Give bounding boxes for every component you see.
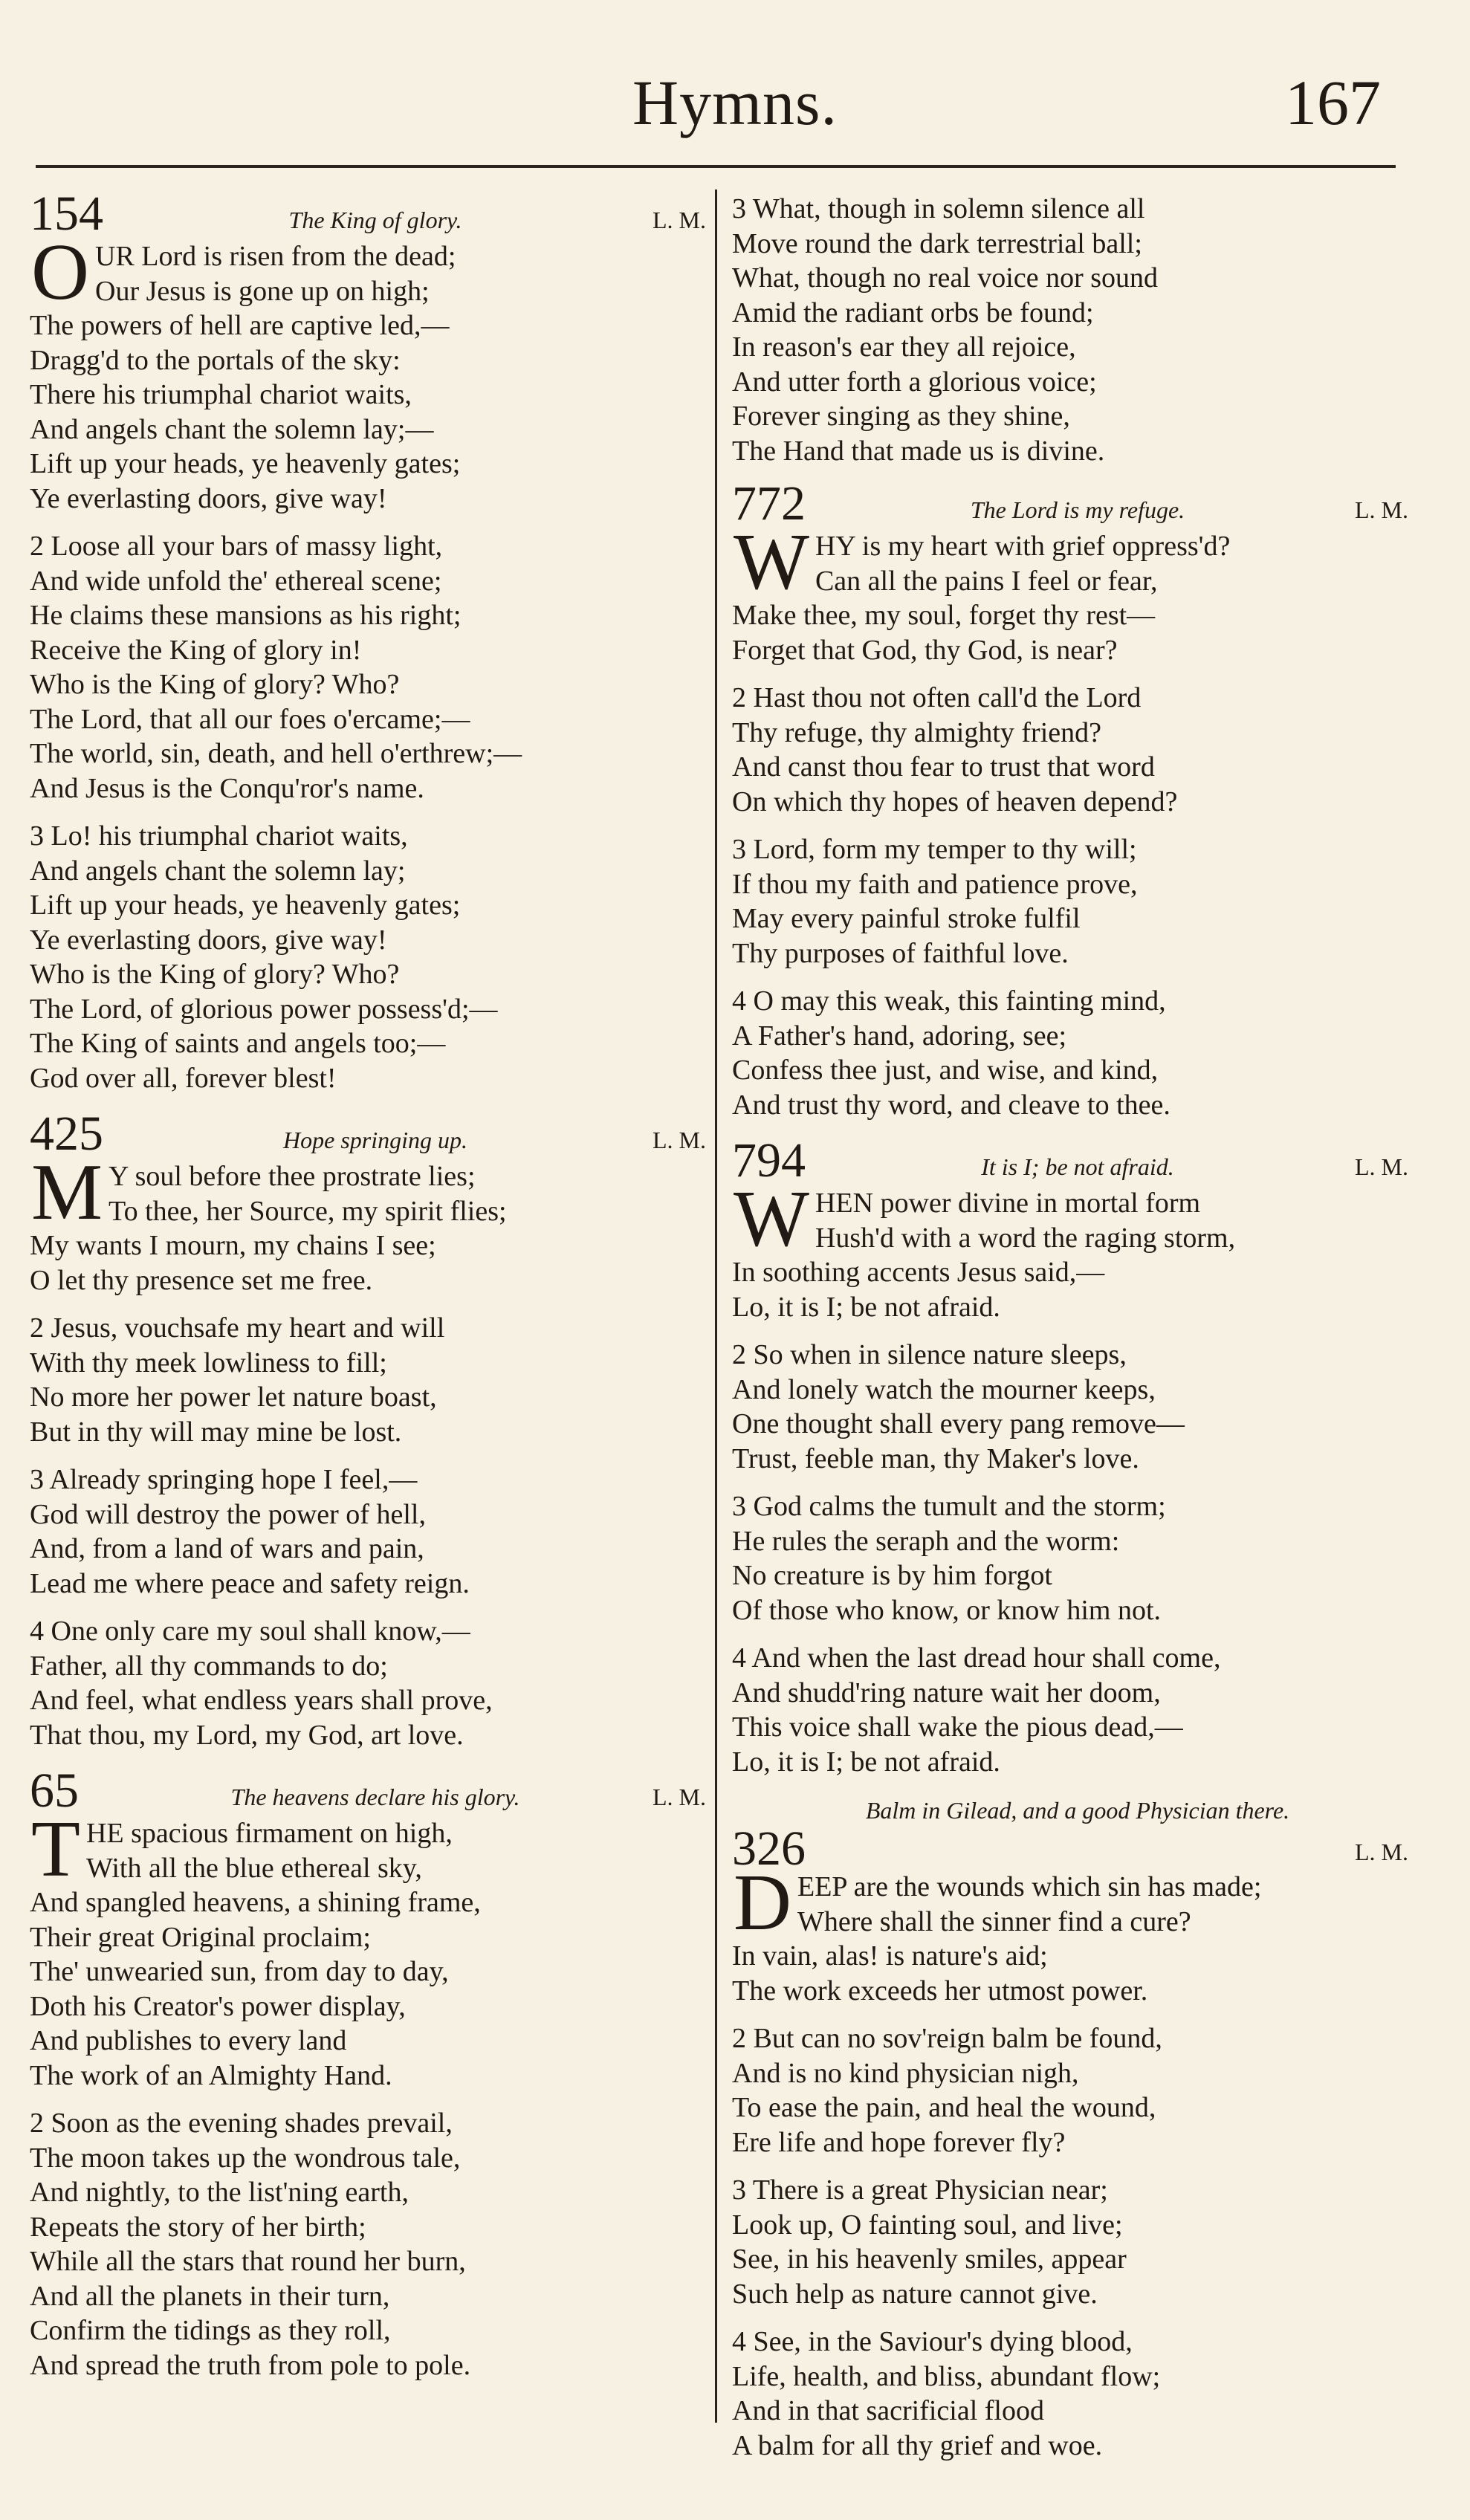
header-divider [36,165,1396,168]
verse-line: The Hand that made us is divine. [732,435,1105,467]
verse-line: A balm for all thy grief and woe. [732,2429,1103,2461]
hymn [732,1133,1408,1779]
verse-line: Amid the radiant orbs be found; [732,297,1094,328]
verse-line: One thought shall every pang remove— [732,1408,1185,1439]
page-title: Hymns. [632,67,838,138]
verse-line: 2 Jesus, vouchsafe my heart and will [30,1312,445,1344]
verse-line: And angels chant the solemn lay;— [30,413,434,445]
hymn-title: Balm in Gilead, and a good Physician there. [865,1797,1290,1824]
verse-line: UR Lord is risen from the dead; [95,241,456,272]
verse-line: 4 One only care my soul shall know,— [30,1616,470,1647]
stanza [30,1311,706,1449]
verse-line: And is no kind physician nigh, [732,2057,1079,2089]
hymn-header [30,1107,706,1161]
verse-line: And all the planets in their turn, [30,2280,390,2312]
verse-line: And in that sacrificial flood [732,2395,1044,2426]
drop-cap: W [734,1175,809,1263]
verse-line: See, in his heavenly smiles, appear [732,2244,1127,2275]
hymn [30,1763,706,2383]
stanza [30,228,706,516]
verse-line: 3 There is a great Physician near; [732,2174,1108,2206]
verse-line: If thou my faith and patience prove, [732,868,1138,900]
verse-line: Move round the dark terrestrial ball; [732,227,1142,259]
verse-line: Forget that God, thy God, is near? [732,634,1118,666]
hymn-title: The King of glory. [288,207,462,233]
hymn-number: 326 [732,1821,806,1876]
verse-line: Ere life and hope forever fly? [732,2126,1066,2158]
verse-line: In vain, alas! is nature's aid; [732,1940,1048,1972]
verse-line: Thy purposes of faithful love. [732,937,1069,969]
hymn-meter: L. M. [653,207,706,233]
hymn-header [30,187,706,241]
verse-line: HY is my heart with grief oppress'd? [815,531,1231,562]
verse-line: And canst thou fear to trust that word [732,751,1155,783]
verse-line: 2 Hast thou not often call'd the Lord [732,682,1142,713]
verse-line: To thee, her Source, my spirit flies; [109,1195,507,1227]
verse-line: 3 God calms the tumult and the storm; [732,1491,1166,1522]
verse-line: 2 Loose all your bars of massy light, [30,531,443,562]
verse-line: Y soul before thee prostrate lies; [109,1161,476,1192]
stanza [732,1175,1408,1324]
drop-cap: D [734,1859,791,1947]
verse-line: This voice shall wake the pious dead,— [732,1711,1183,1743]
stanza [732,192,1408,468]
hymn-meter: L. M. [1355,496,1408,523]
verse-line: In soothing accents Jesus said,— [732,1257,1105,1288]
stanza [30,529,706,806]
verse-line: And utter forth a glorious voice; [732,366,1097,398]
verse-line: But in thy will may mine be lost. [30,1416,402,1448]
verse-line: No more her power let nature boast, [30,1382,437,1413]
verse-line: And, from a land of wars and pain, [30,1533,424,1564]
verse-line: Receive the King of glory in! [30,634,362,666]
verse-line: 3 Lord, form my temper to thy will; [732,834,1137,865]
verse-line: And spangled heavens, a shining frame, [30,1887,481,1918]
verse-line: Their great Original proclaim; [30,1921,371,1953]
verse-line: No creature is by him forgot [732,1560,1052,1591]
verse-line: Lo, it is I; be not afraid. [732,1746,1000,1778]
hymn-meter: L. M. [653,1784,706,1810]
verse-line: EEP are the wounds which sin has made; [797,1871,1262,1902]
stanza [732,518,1408,667]
verse-line: Repeats the story of her birth; [30,2211,366,2243]
verse-line: He rules the seraph and the worm: [732,1525,1120,1557]
left-column [30,187,706,2399]
stanza [30,819,706,1095]
drop-cap: M [31,1148,103,1237]
stanza [732,2021,1408,2160]
stanza [732,984,1408,1122]
stanza [30,1463,706,1601]
verse-line: Make thee, my soul, forget thy rest— [732,600,1156,631]
stanza [732,832,1408,971]
verse-line: While all the stars that round her burn, [30,2246,466,2277]
hymn-number: 65 [30,1763,79,1818]
verse-line: The work of an Almighty Hand. [30,2059,392,2091]
stanza [732,681,1408,819]
hymn-meter: L. M. [1355,1153,1408,1180]
drop-cap: T [31,1805,80,1894]
verse-line: A Father's hand, adoring, see; [732,1020,1067,1052]
verse-line: Lo, it is I; be not afraid. [732,1291,1000,1323]
verse-line: With thy meek lowliness to fill; [30,1347,387,1379]
verse-line: And Jesus is the Conqu'ror's name. [30,772,424,804]
verse-line: Such help as nature cannot give. [732,2278,1098,2310]
verse-line: There his triumphal chariot waits, [30,379,412,410]
stanza [30,1805,706,2093]
verse-line: Trust, feeble man, thy Maker's love. [732,1442,1139,1474]
verse-line: He claims these mansions as his right; [30,600,462,631]
verse-line: Forever singing as they shine, [732,401,1070,432]
verse-line: HE spacious firmament on high, [85,1818,453,1849]
verse-line: Of those who know, or know him not. [732,1594,1161,1626]
verse-line: And publishes to every land [30,2025,347,2056]
hymn-title: The heavens declare his glory. [230,1784,520,1810]
hymn-number: 425 [30,1107,103,1161]
stanza [732,2173,1408,2311]
verse-line: The world, sin, death, and hell o'erthrew;— [30,738,522,769]
verse-line: 2 So when in silence nature sleeps, [732,1339,1127,1370]
hymn-header [732,1795,1408,1876]
verse-line: With all the blue ethereal sky, [85,1852,422,1884]
verse-line: On which thy hopes of heaven depend? [732,786,1178,817]
verse-line: The Lord, of glorious power possess'd;— [30,993,498,1025]
hymn-header [732,1133,1408,1188]
verse-line: Lift up your heads, ye heavenly gates; [30,448,461,479]
drop-cap: O [31,228,89,317]
verse-line: Can all the pains I feel or fear, [815,565,1158,597]
verse-line: And nightly, to the list'ning earth, [30,2177,409,2208]
verse-line: Hush'd with a word the raging storm, [815,1222,1236,1254]
verse-line: HEN power divine in mortal form [815,1188,1201,1219]
stanza [30,1148,706,1298]
verse-line: And spread the truth from pole to pole. [30,2349,471,2381]
stanza [732,1489,1408,1627]
verse-line: And trust thy word, and cleave to thee. [732,1089,1171,1121]
verse-line: The powers of hell are captive led,— [30,310,450,341]
verse-line: Father, all thy commands to do; [30,1650,388,1682]
verse-line: Who is the King of glory? Who? [30,959,400,990]
verse-line: God over all, forever blest! [30,1062,337,1094]
verse-line: Lead me where peace and safety reign. [30,1567,470,1599]
verse-line: Thy refuge, thy almighty friend? [732,716,1102,748]
verse-line: My wants I mourn, my chains I see; [30,1230,436,1261]
stanza [732,1338,1408,1476]
page-number: 167 [1285,67,1381,138]
verse-line: And shudd'ring nature wait her doom, [732,1677,1161,1708]
verse-line: 2 Soon as the evening shades prevail, [30,2108,453,2139]
stanza [30,1614,706,1752]
verse-line: And lonely watch the mourner keeps, [732,1373,1156,1405]
verse-line: Where shall the sinner find a cure? [797,1905,1191,1937]
verse-line: Dragg'd to the portals of the sky: [30,344,401,376]
verse-line: Ye everlasting doors, give way! [30,482,387,514]
verse-line: 4 O may this weak, this fainting mind, [732,985,1166,1017]
hymn-number: 772 [732,476,806,531]
verse-line: And feel, what endless years shall prove, [30,1685,493,1716]
hymn-number: 154 [30,187,103,241]
stanza [732,1641,1408,1779]
verse-line: 3 Already springing hope I feel,— [30,1464,418,1495]
verse-line: In reason's ear they all rejoice, [732,331,1076,363]
verse-line: 2 But can no sov'reign balm be found, [732,2023,1162,2054]
hymn-number: 794 [732,1133,806,1188]
verse-line: The work exceeds her utmost power. [732,1975,1148,2006]
verse-line: And wide unfold the' ethereal scene; [30,565,442,597]
verse-line: The Lord, that all our foes o'ercame;— [30,703,470,735]
verse-line: 4 And when the last dread hour shall come, [732,1642,1221,1674]
hymn [30,187,706,1095]
verse-line: 3 What, though in solemn silence all [732,193,1145,224]
hymn [732,1795,1408,2463]
hymn-title: It is I; be not afraid. [981,1153,1174,1180]
stanza [30,2106,706,2383]
verse-line: God will destroy the power of hell, [30,1498,426,1530]
verse-line: Lift up your heads, ye heavenly gates; [30,890,461,921]
drop-cap: W [734,518,809,606]
verse-line: The moon takes up the wondrous tale, [30,2142,461,2174]
verse-line: Look up, O fainting soul, and live; [732,2209,1123,2241]
verse-line: Doth his Creator's power display, [30,1990,406,2022]
verse-line: What, though no real voice nor sound [732,262,1159,294]
stanza [732,2325,1408,2463]
verse-line: 4 See, in the Saviour's dying blood, [732,2326,1133,2357]
hymn [732,476,1408,1122]
hymn [30,1107,706,1752]
verse-line: To ease the pain, and heal the wound, [732,2092,1156,2123]
verse-line: Life, health, and bliss, abundant flow; [732,2360,1161,2392]
hymn-header [732,476,1408,531]
hymn-meter: L. M. [653,1127,706,1153]
hymn-title: The Lord is my refuge. [970,496,1185,523]
verse-line: May every painful stroke fulfil [732,903,1081,934]
verse-line: Who is the King of glory? Who? [30,669,400,700]
hymn-title: Hope springing up. [283,1127,467,1153]
verse-line: That thou, my Lord, my God, art love. [30,1719,464,1751]
verse-line: Confess thee just, and wise, and kind, [732,1055,1159,1086]
stanza [732,1859,1408,2008]
verse-line: The King of saints and angels too;— [30,1028,446,1059]
hymn-header [30,1763,706,1818]
verse-line: Confirm the tidings as they roll, [30,2315,391,2346]
right-column [732,192,1408,2479]
verse-line: Ye everlasting doors, give way! [30,924,387,956]
verse-line: O let thy presence set me free. [30,1264,373,1296]
verse-line: The' unwearied sun, from day to day, [30,1956,449,1987]
verse-line: And angels chant the solemn lay; [30,855,406,887]
verse-line: 3 Lo! his triumphal chariot waits, [30,820,408,852]
column-divider [715,190,717,2423]
verse-line: Our Jesus is gone up on high; [95,275,430,307]
hymn-meter: L. M. [1355,1839,1408,1865]
